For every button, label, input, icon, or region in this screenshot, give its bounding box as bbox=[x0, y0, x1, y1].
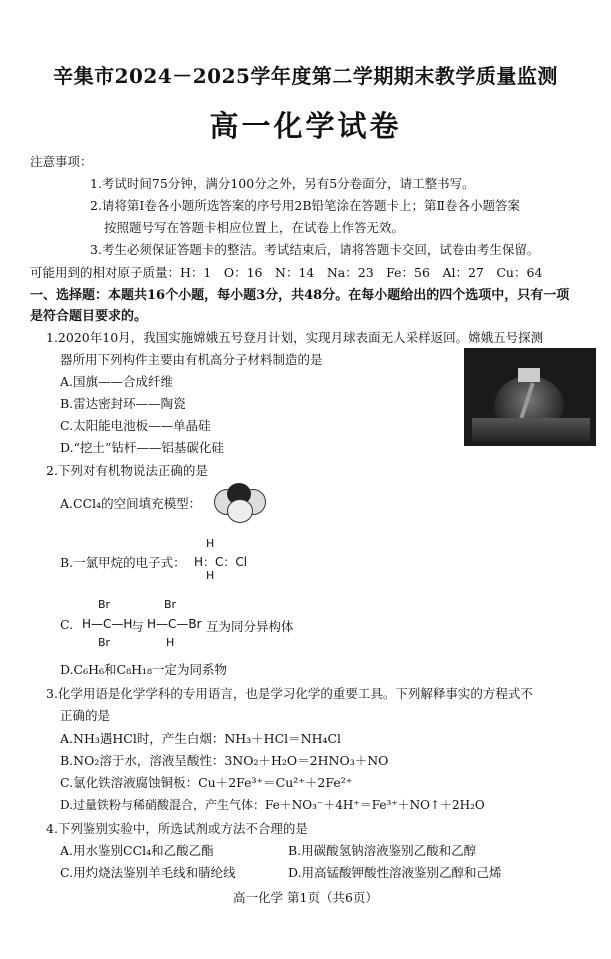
h-atom-label: H bbox=[206, 537, 215, 550]
notice-item: 3.考生必须保证答题卡的整洁。考试结束后，请将答题卡交回，试卷由考生保留。 bbox=[90, 242, 540, 257]
notice-item: 1.考试时间75分钟，满分100分之外，另有5分卷面分，请工整书写。 bbox=[90, 176, 475, 191]
page-footer: 高一化学 第1页（共6页） bbox=[233, 890, 378, 905]
option-a: A.NH₃遇HCl时，产生白烟：NH₃＋HCl＝NH₄Cl bbox=[60, 731, 342, 746]
struct-top-atom: Br bbox=[164, 598, 177, 611]
question-stem: 1.2020年10月，我国实施嫦娥五号登月计划，实现月球表面无人采样返回。嫦娥五号探测 bbox=[46, 330, 544, 345]
option-c-suffix: 互为同分异构体 bbox=[206, 619, 294, 634]
question-stem: 2.下列对有机物说法正确的是 bbox=[46, 463, 208, 478]
question-stem: 器所用下列构件主要由有机高分子材料制造的是 bbox=[60, 352, 323, 367]
option-c: C.用灼烧法鉴别羊毛线和腈纶线 bbox=[60, 865, 236, 880]
section-heading: 一、选择题：本题共16个小题，每小题3分，共48分。在每小题给出的四个选项中，只有一项 bbox=[30, 288, 570, 303]
notice-item: 2.请将第Ⅰ卷各小题所选答案的序号用2B铅笔涂在答题卡上；第Ⅱ卷各小题答案 bbox=[90, 198, 521, 213]
option-d: D.“挖土”钻杆——铝基碳化硅 bbox=[60, 440, 224, 455]
option-d: D.用高锰酸钾酸性溶液鉴别乙醇和己烯 bbox=[288, 865, 502, 880]
section-heading-cont: 是符合题目要求的。 bbox=[30, 309, 148, 324]
option-a: A.用水鉴别CCl₄和乙酸乙酯 bbox=[60, 843, 214, 858]
option-a: A.CCl₄的空间填充模型： bbox=[60, 496, 202, 511]
struct-top-atom: Br bbox=[98, 598, 111, 611]
ccl4-space-filling-model bbox=[214, 483, 264, 521]
option-c: C.氯化铁溶液腐蚀铜板：Cu＋2Fe³⁺＝Cu²⁺＋2Fe²⁺ bbox=[60, 775, 353, 790]
question-stem: 4.下列鉴别实验中，所选试剂或方法不合理的是 bbox=[46, 821, 308, 836]
option-c-label: C. bbox=[60, 617, 74, 632]
option-a: A.国旗——合成纤维 bbox=[60, 374, 174, 389]
option-b: B.一氯甲烷的电子式： bbox=[60, 555, 186, 570]
exam-header-title: 辛集市2024－2025学年度第二学期期末教学质量监测 bbox=[53, 64, 558, 88]
struct-row: H—C—Br bbox=[147, 617, 202, 631]
option-c-connector: 与 bbox=[131, 619, 144, 634]
option-c: C.太阳能电池板——单晶硅 bbox=[60, 418, 211, 433]
question-stem: 正确的是 bbox=[60, 708, 111, 723]
option-b: B.NO₂溶于水，溶液呈酸性：3NO₂＋H₂O＝2HNO₃＋NO bbox=[60, 753, 389, 768]
electron-formula-row: H：C：Cl bbox=[194, 555, 248, 569]
question-stem: 3.化学用语是化学学科的专用语言，也是学习化学的重要工具。下列解释事实的方程式不 bbox=[46, 686, 533, 701]
option-d: D.过量铁粉与稀硝酸混合，产生气体：Fe＋NO₃⁻＋4H⁺＝Fe³⁺＋NO↑＋2H₂O bbox=[60, 798, 485, 812]
notice-item: 按照题号写在答题卡相应位置上，在试卷上作答无效。 bbox=[104, 220, 405, 235]
atomic-masses: 可能用到的相对原子质量：H：1 O：16 N：14 Na：23 Fe：56 Al：27 Cu：64 bbox=[30, 265, 543, 280]
option-d: D.C₆H₆和C₈H₁₈一定为同系物 bbox=[60, 662, 228, 677]
struct-row: H—C—H bbox=[82, 617, 133, 631]
struct-bottom-atom: Br bbox=[98, 636, 111, 649]
option-b: B.雷达密封环——陶瓷 bbox=[60, 396, 186, 411]
exam-subject-title: 高一化学试卷 bbox=[209, 109, 402, 143]
notice-heading: 注意事项： bbox=[30, 154, 93, 169]
struct-bottom-atom: H bbox=[166, 636, 175, 649]
option-b: B.用碳酸氢钠溶液鉴别乙酸和乙醇 bbox=[288, 843, 477, 858]
lunar-probe-photo bbox=[464, 348, 596, 446]
h-atom-label: H bbox=[206, 569, 215, 582]
